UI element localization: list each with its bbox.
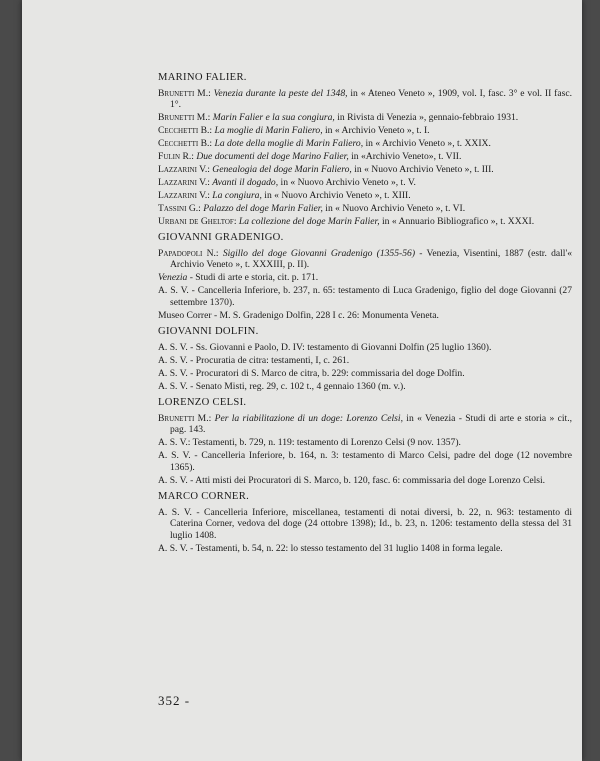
bibliography-section: [158, 397, 572, 486]
entry-author: Lazzarini V.:: [158, 163, 210, 175]
entry-text: A. S. V. - Cancelleria Inferiore, miscellanea, testamenti di notai diversi, b. 22, n. 963: testamento di Caterina Corner, vedova del doge (24 ottobre 1398); Id., b. 23, n. 1206: testamento della stessa del 31 luglio 1408.: [158, 506, 572, 541]
bibliography-section: [158, 491, 572, 554]
bibliography-entry: [158, 355, 572, 366]
entry-text: in « Archivio Veneto », t. XXIX.: [365, 138, 491, 150]
bibliography-entry: [158, 125, 572, 136]
entry-text: A. S. V. - Ss. Giovanni e Paolo, D. IV: testamento di Giovanni Dolfin (25 luglio 1360).: [158, 341, 492, 353]
entry-text: - Studi di arte e storia, cit. p. 171.: [189, 272, 319, 284]
bibliography-entry: [158, 413, 572, 436]
bibliography-entry: [158, 381, 572, 392]
entry-author: Papadopoli N.:: [158, 247, 219, 259]
entry-text: - Venezia, Visentini, 1887 (estr. dall'« Archivio Veneto », t. XXXIII, p. II).: [170, 247, 572, 271]
bibliography-entry: [158, 543, 572, 554]
entry-title: Venezia durante la peste del 1348,: [213, 88, 348, 99]
bibliography-section: [158, 232, 572, 321]
entry-author: Cecchetti B.:: [158, 138, 213, 150]
bibliography-entry: [158, 190, 572, 201]
book-page: [22, 0, 582, 761]
entry-text: A. S. V. - Procuratori di S. Marco de citra, b. 229: commissaria del doge Dolfin.: [158, 367, 465, 379]
bibliography-entry: [158, 88, 572, 111]
entry-author: Lazzarini V.:: [158, 189, 210, 201]
section-heading: MARINO FALIER.: [158, 72, 247, 83]
bibliography-entry: [158, 177, 572, 188]
entry-text: Museo Correr - M. S. Gradenigo Dolfin, 228 I c. 26: Monumenta Veneta.: [158, 309, 439, 321]
bibliography-entry: [158, 203, 572, 214]
entry-text: in « Nuovo Archivio Veneto », t. V.: [280, 176, 416, 188]
entry-text: in «Archivio Veneto», t. VII.: [351, 151, 462, 163]
entry-author: Lazzarini V.:: [158, 176, 210, 188]
entry-title: Marin Falier e la sua congiura,: [212, 112, 335, 124]
entry-title: Palazzo del doge Marin Falier,: [203, 202, 323, 214]
entry-author: Brunetti M.:: [158, 88, 211, 99]
bibliography-entry: [158, 310, 572, 321]
entry-text: A. S. V.: Testamenti, b. 729, n. 119: testamento di Lorenzo Celsi (9 nov. 1357).: [158, 437, 461, 449]
bibliography-entry: [158, 342, 572, 353]
entry-text: in « Annuario Bibliografico », t. XXXI.: [382, 215, 535, 227]
entry-text: A. S. V. - Senato Misti, reg. 29, c. 102 t., 4 gennaio 1360 (m. v.).: [158, 380, 406, 392]
bibliography-entry: [158, 164, 572, 175]
entry-text: A. S. V. - Atti misti dei Procuratori di S. Marco, b. 120, fasc. 6: commissaria del doge Lorenzo Celsi.: [158, 474, 546, 486]
entry-title: Sigillo del doge Giovanni Gradenigo (1355-56): [222, 247, 416, 259]
entry-text: in « Ateneo Veneto », 1909, vol. I, fasc. 3° e vol. II fasc. 1°.: [170, 88, 572, 111]
section-heading: GIOVANNI GRADENIGO.: [158, 231, 284, 243]
section-heading: LORENZO CELSI.: [158, 397, 247, 409]
entry-title: Per la riabilitazione di un doge: Lorenzo Celsi,: [214, 413, 403, 425]
entry-title: La congiura,: [212, 189, 262, 201]
entry-text: in « Nuovo Archivio Veneto », t. XIII.: [264, 189, 411, 201]
bibliography-content: [158, 72, 572, 559]
entry-author: Brunetti M.:: [158, 112, 211, 124]
entry-author: Fulin R.:: [158, 151, 194, 163]
entry-author: Brunetti M.:: [158, 413, 212, 425]
bibliography-entry: [158, 112, 572, 123]
entry-text: in « Nuovo Archivio Veneto », t. VI.: [325, 202, 466, 214]
entry-author: Cecchetti B.:: [158, 125, 213, 137]
entry-text: in « Archivio Veneto », t. I.: [325, 125, 430, 137]
page-number: 352 -: [158, 693, 191, 708]
bibliography-entry: [158, 507, 572, 541]
entry-author: Urbani de Gheltof:: [158, 215, 237, 227]
bibliography-entry: [158, 216, 572, 227]
entry-title: La collezione del doge Marin Falier,: [238, 215, 380, 227]
bibliography-entry: [158, 450, 572, 473]
entry-title: Venezia: [158, 272, 188, 284]
entry-title: La moglie di Marin Faliero,: [214, 125, 323, 137]
entry-title: Genealogia del doge Marin Faliero,: [212, 163, 352, 175]
bibliography-entry: [158, 272, 572, 283]
bibliography-section: [158, 72, 572, 227]
bibliography-entry: [158, 248, 572, 271]
entry-text: A. S. V. - Testamenti, b. 54, n. 22: lo stesso testamento del 31 luglio 1408 in forma legale.: [158, 542, 503, 554]
bibliography-section: [158, 326, 572, 392]
bibliography-entry: [158, 151, 572, 162]
entry-text: in Rivista di Venezia », gennaio-febbraio 1931.: [337, 112, 519, 124]
bibliography-entry: [158, 475, 572, 486]
entry-title: La dote della moglie di Marin Faliero,: [214, 138, 364, 150]
bibliography-entry: [158, 138, 572, 149]
entry-text: A. S. V. - Cancelleria Inferiore, b. 237, n. 65: testamento di Luca Gradenigo, figlio del doge Giovanni (27 settembre 1370).: [158, 285, 572, 308]
bibliography-entry: [158, 437, 572, 448]
entry-title: Avanti il dogado,: [212, 176, 279, 188]
entry-text: in « Nuovo Archivio Veneto », t. III.: [354, 163, 494, 175]
entry-title: Due documenti del doge Marino Falier,: [196, 151, 349, 163]
entry-text: A. S. V. - Cancelleria Inferiore, b. 164, n. 3: testamento di Marco Celsi, padre del doge (12 novembre 1365).: [158, 450, 572, 473]
entry-author: Tassini G.:: [158, 202, 201, 214]
bibliography-entry: [158, 368, 572, 379]
entry-text: A. S. V. - Procuratia de citra: testamenti, I, c. 261.: [158, 354, 350, 366]
section-heading: GIOVANNI DOLFIN.: [158, 325, 259, 337]
bibliography-entry: [158, 285, 572, 308]
entry-text: in « Venezia - Studi di arte e storia » cit., pag. 143.: [170, 413, 572, 436]
section-heading: MARCO CORNER.: [158, 490, 250, 502]
